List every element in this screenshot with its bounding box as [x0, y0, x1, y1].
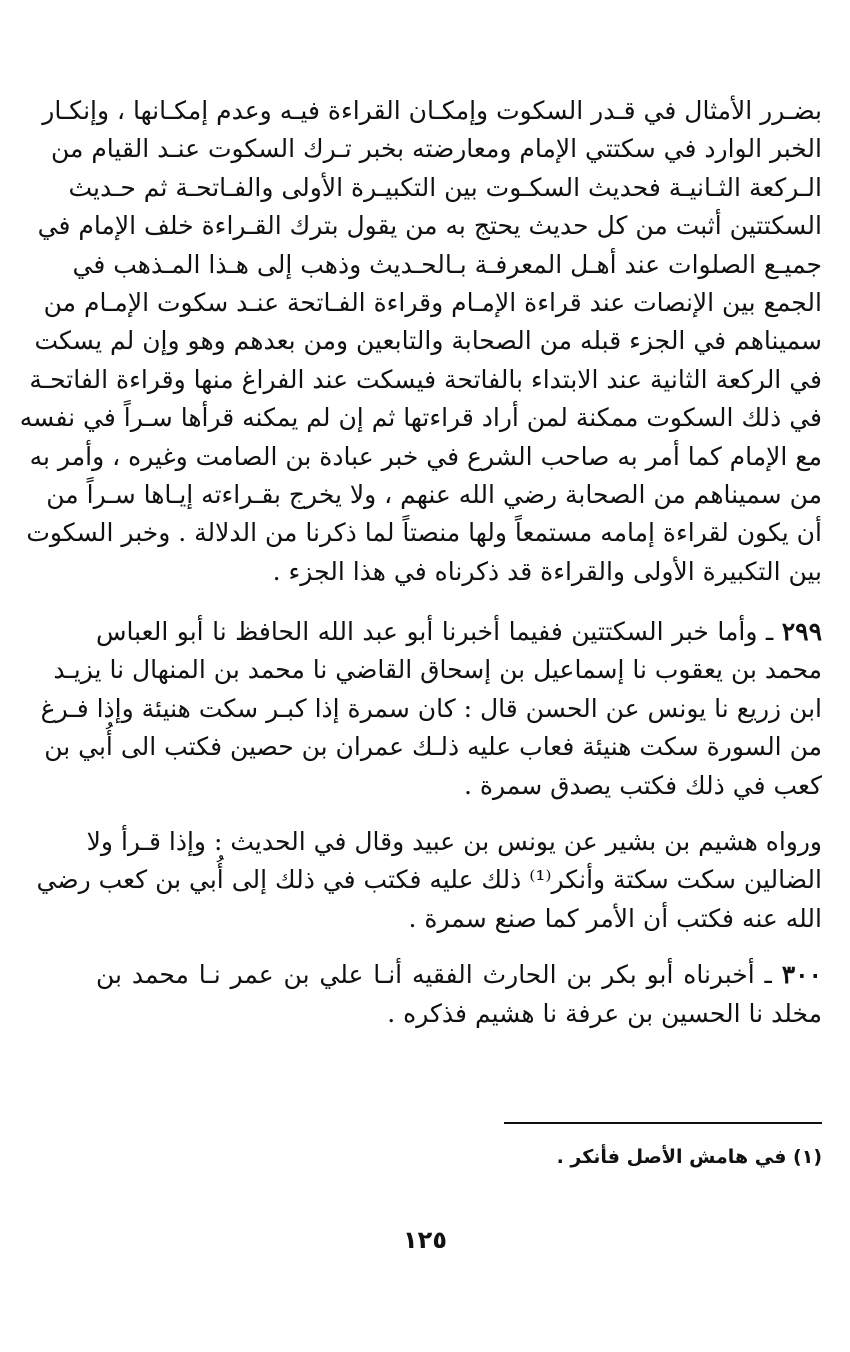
hadith-text: ـ أخبرناه أبو بكر بن الحارث الفقيه أنـا علي بن عمر نـا محمد بن [96, 960, 772, 990]
text-line: محمد بن يعقوب نا إسماعيل بن إسحاق القاضي نا محمد بن المنهال نا يزيـد [53, 655, 822, 685]
text-line: ورواه هشيم بن بشير عن يونس بن عبيد وقال في الحديث : وإذا قـرأ ولا [86, 827, 822, 857]
text-line: من سميناهم من الصحابة رضي الله عنهم ، ولا يخرج بقـراءته إيـاها سـراً من [46, 479, 822, 509]
footnote-divider [504, 1122, 822, 1124]
text-line: جميـع الصلوات عند أهـل المعرفـة بـالحـديث وذهب إلى هـذا المـذهب في [72, 249, 822, 279]
main-text [19, 92, 823, 1033]
text-line: الـركعة الثـانيـة فحديث السكـوت بين التكبيـرة الأولى والفـاتحـة ثم حـديث [68, 172, 822, 202]
paragraph-gap [96, 805, 822, 823]
text-line: الله عنه فكتب أن الأمر كما صنع سمرة . [408, 903, 822, 933]
text-line: في الركعة الثانية عند الابتداء بالفاتحة فيسكت عند الفراغ منها وقراءة الفاتحـة [29, 364, 822, 394]
hadith-text: ـ وأما خبر السكتتين ففيما أخبرنا أبو عبد الله الحافظ نا أبو العباس [96, 617, 774, 647]
hadith-first-line [96, 613, 822, 651]
page-number: ١٢٥ [403, 1226, 447, 1254]
text-line: ابن زريع نا يونس عن الحسن قال : كان سمرة إذا كبـر سكت هنيئة وإذا فـرغ [40, 693, 822, 723]
text-line: بضـرر الأمثال في قـدر السكوت وإمكـان القراءة فيـه وعدم إمكـانها ، وإنكـار [42, 96, 822, 125]
text-line: الخبر الوارد في سكتتي الإمام ومعارضته بخبر تـرك السكوت عنـد القيام من [50, 134, 822, 164]
text-line: السكتتين أثبت من كل حديث يحتج به من يقول بترك القـراءة خلف الإمام في [37, 211, 822, 241]
text-line: مع الإمام كما أمر به صاحب الشرع في خبر عبادة بن الصامت وغيره ، وأمر به [29, 441, 822, 471]
paragraph-hushaym [36, 823, 822, 938]
footnote: (١) في هامش الأصل فأنكر . [556, 1146, 822, 1168]
hadith-300 [96, 956, 822, 1033]
text-line: الجمع بين الإنصات عند قراءة الإمـام وقراءة الفـاتحة عنـد سكوت الإمـام من [43, 287, 822, 317]
text-line: أن يكون لقراءة إمامه مستمعاً ولها منصتاً لما ذكرنا من الدلالة . وخبر السكوت [26, 518, 822, 548]
hadith-number: ٣٠٠ [781, 960, 822, 990]
paragraph-intro [19, 92, 822, 591]
hadith-number: ٢٩٩ [781, 617, 823, 647]
hadith-299 [40, 613, 823, 805]
text-line: كعب في ذلك فكتب يصدق سمرة . [463, 770, 822, 800]
text-line: الضالين سكت سكتة وأنكر⁽¹⁾ ذلك عليه فكتب في ذلك إلى أُبي بن كعب رضي [36, 865, 822, 895]
hadith-first-line [96, 956, 822, 994]
paragraph-gap [96, 591, 822, 613]
text-line: في ذلك السكوت ممكنة لمن أراد قراءتها ثم إن لم يمكنه قرأها سـراً في نفسه [19, 403, 822, 433]
text-line: مخلد نا الحسين بن عرفة نا هشيم فذكره . [387, 998, 822, 1028]
text-line: من السورة سكت هنيئة فعاب عليه ذلـك عمران بن حصين فكتب الى أُبي بن [44, 732, 822, 762]
paragraph-gap [96, 938, 822, 956]
text-line: سميناهم في الجزء قبله من الصحابة والتابعين ومن بعدهم وهو وإن لم يسكت [34, 326, 822, 356]
text-line: بين التكبيرة الأولى والقراءة قد ذكرناه في هذا الجزء . [272, 556, 822, 586]
